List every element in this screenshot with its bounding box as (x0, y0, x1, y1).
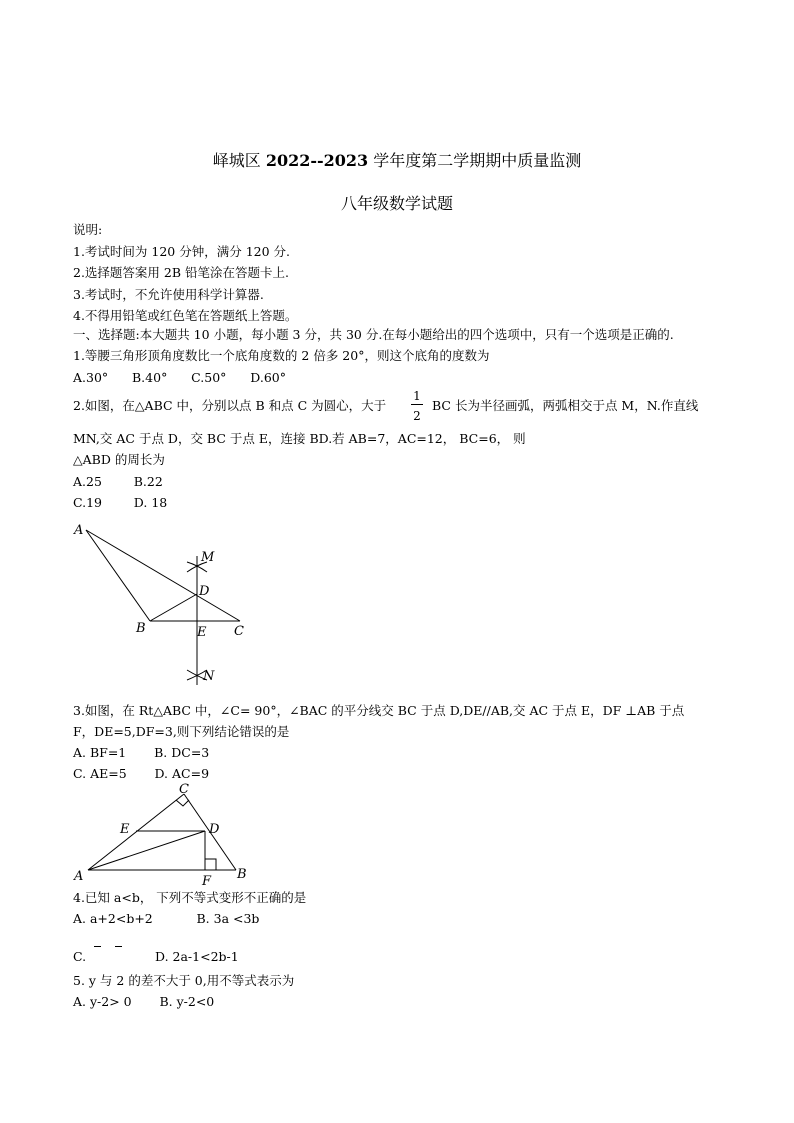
segment-ad (88, 831, 205, 870)
fraction-bar-mark (94, 946, 101, 947)
right-angle-c (176, 800, 189, 806)
notes-heading: 说明: (73, 222, 103, 237)
label-a: A (74, 523, 84, 538)
title-suffix: 学年度第二学期期中质量监测 (368, 151, 582, 170)
label-n: N (203, 669, 215, 684)
option: D.60° (250, 370, 286, 385)
label-f: F (202, 874, 212, 889)
option: D. 18 (133, 495, 168, 510)
q3-figure (70, 780, 260, 890)
label-d: D (209, 822, 220, 837)
segment-ac (86, 530, 240, 621)
option: B.22 (133, 474, 163, 489)
label-e: E (197, 625, 207, 640)
label-c: C (179, 782, 189, 797)
q1-stem: 1.等腰三角形顶角度数比一个底角度数的 2 倍多 20°，则这个底角的度数为 (73, 348, 490, 363)
note-item: 4.不得用铅笔或红色笔在答题纸上答题。 (73, 308, 298, 323)
q2-options-row2 (73, 495, 167, 511)
segment-ac (88, 794, 184, 870)
label-a: A (74, 869, 84, 884)
title-years: 2022--2023 (265, 151, 369, 170)
q2-stem-d: △ABD 的周长为 (73, 452, 165, 467)
q4-option-c: C. (73, 949, 87, 964)
fraction-bar-mark (115, 946, 122, 947)
right-angle-f (205, 859, 216, 870)
q2-stem-a: 2.如图，在△ABC 中，分别以点 B 和点 C 为圆心，大于 (73, 398, 387, 413)
option: C. AE=5 (73, 766, 127, 781)
option: A. y-2> 0 (73, 994, 132, 1009)
option: A.30° (73, 370, 109, 385)
q5-stem: 5. y 与 2 的差不大于 0,用不等式表示为 (73, 973, 295, 988)
note-item: 1.考试时间为 120 分钟，满分 120 分. (73, 244, 291, 259)
title-prefix: 峄城区 (212, 151, 266, 170)
page-subtitle: 八年级数学试题 (340, 194, 453, 213)
q3-options-row1 (73, 745, 209, 761)
fraction-denominator: 2 (413, 409, 421, 423)
segment-bd (150, 594, 197, 621)
option: B. y-2<0 (159, 994, 215, 1009)
option: B. DC=3 (154, 745, 210, 760)
q2-figure (70, 520, 260, 690)
label-e: E (120, 822, 130, 837)
q2-stem-c: MN,交 AC 于点 D，交 BC 于点 E，连接 BD.若 AB=7，AC=12， BC=6， 则 (73, 431, 526, 446)
segment-ab (86, 530, 150, 621)
note-item: 2.选择题答案用 2B 铅笔涂在答题卡上. (73, 265, 289, 280)
q2-options-row1 (73, 474, 163, 490)
note-item: 3.考试时，不允许使用科学计算器. (73, 287, 264, 302)
label-d: D (199, 584, 210, 599)
label-c: C (234, 624, 244, 639)
option: B.40° (132, 370, 168, 385)
q4-stem: 4.已知 a<b， 下列不等式变形不正确的是 (73, 890, 307, 905)
label-b: B (136, 621, 146, 636)
q4-options-row1 (73, 911, 259, 927)
fraction-bar (411, 404, 423, 405)
section-heading: 一、选择题:本大题共 10 小题，每小题 3 分，共 30 分.在每小题给出的四个选项中，只有一个选项是正确的. (73, 327, 674, 342)
q2-stem-b: BC 长为半径画弧，两弧相交于点 M，N.作直线 (432, 398, 699, 413)
page-title (0, 148, 794, 171)
option: D. AC=9 (154, 766, 210, 781)
option: A. BF=1 (73, 745, 127, 760)
q5-options (73, 994, 214, 1010)
option: C.50° (191, 370, 227, 385)
label-m: M (201, 550, 215, 565)
q1-options (73, 370, 286, 386)
option: C.19 (73, 495, 102, 510)
option: A.25 (73, 474, 102, 489)
fraction-numerator: 1 (413, 389, 421, 403)
label-b: B (237, 867, 247, 882)
q3-stem-a: 3.如图，在 Rt△ABC 中，∠C= 90°，∠BAC 的平分线交 BC 于点 D,DE//AB,交 AC 于点 E，DF ⊥AB 于点 (73, 703, 685, 718)
q3-stem-b: F，DE=5,DF=3,则下列结论错误的是 (73, 724, 290, 739)
option: B. 3a <3b (196, 911, 260, 926)
q4-option-d: D. 2a-1<2b-1 (155, 949, 239, 964)
option: A. a+2<b+2 (73, 911, 153, 926)
